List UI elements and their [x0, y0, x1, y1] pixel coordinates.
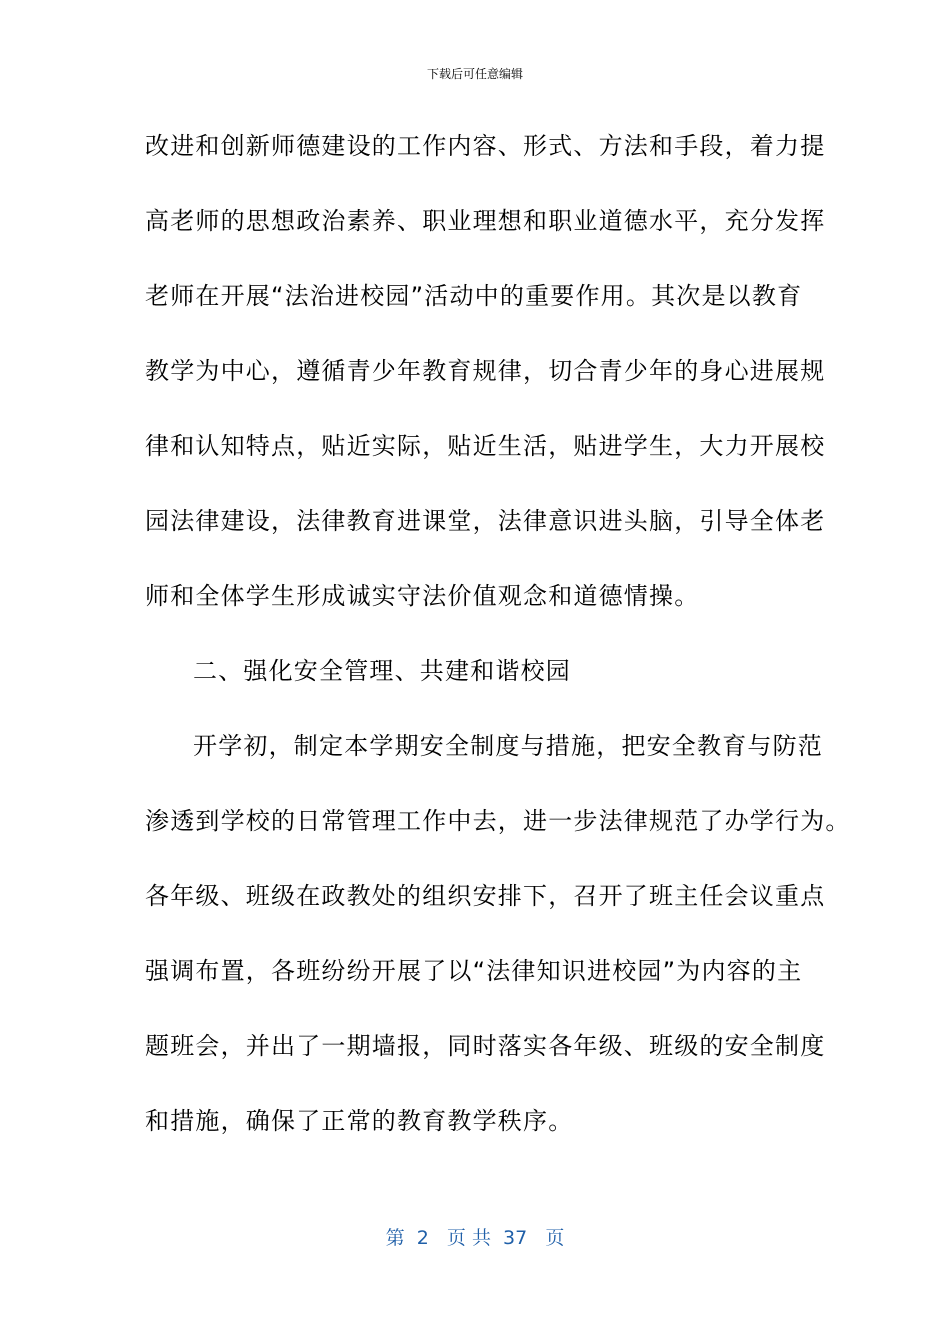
- body-line: 题班会，并出了一期墙报，同时落实各年级、班级的安全制度: [145, 1032, 826, 1060]
- paragraph-first-line: 开学初，制定本学期安全制度与措施，把安全教育与防范: [193, 732, 823, 760]
- header-note: 下载后可任意编辑: [426, 67, 523, 81]
- body-line: 教学为中心，遵循青少年教育规律，切合青少年的身心进展规: [145, 357, 826, 385]
- body-line: 高老师的思想政治素养、职业理想和职业道德水平，充分发挥: [145, 207, 826, 235]
- page-number-footer: 第 2 页 共 37 页: [385, 1227, 565, 1249]
- body-line: 园法律建设，法律教育进课堂，法律意识进头脑，引导全体老: [145, 507, 826, 535]
- body-line: 各年级、班级在政教处的组织安排下，召开了班主任会议重点: [145, 882, 826, 910]
- section-heading: 二、强化安全管理、共建和谐校园: [193, 657, 571, 685]
- body-line: 渗透到学校的日常管理工作中去，进一步法律规范了办学行为。: [145, 807, 851, 835]
- body-line: 改进和创新师德建设的工作内容、形式、方法和手段，着力提: [145, 132, 826, 160]
- body-line: 和措施，确保了正常的教育教学秩序。: [145, 1107, 574, 1135]
- document-body: [145, 124, 851, 1174]
- body-line: 老师在开展“法治进校园”活动中的重要作用。其次是以教育: [145, 282, 803, 310]
- body-line: 师和全体学生形成诚实守法价值观念和道德情操。: [145, 582, 700, 610]
- body-line: 律和认知特点，贴近实际，贴近生活，贴进学生，大力开展校: [145, 432, 826, 460]
- body-line: 强调布置，各班纷纷开展了以“法律知识进校园”为内容的主: [145, 957, 803, 985]
